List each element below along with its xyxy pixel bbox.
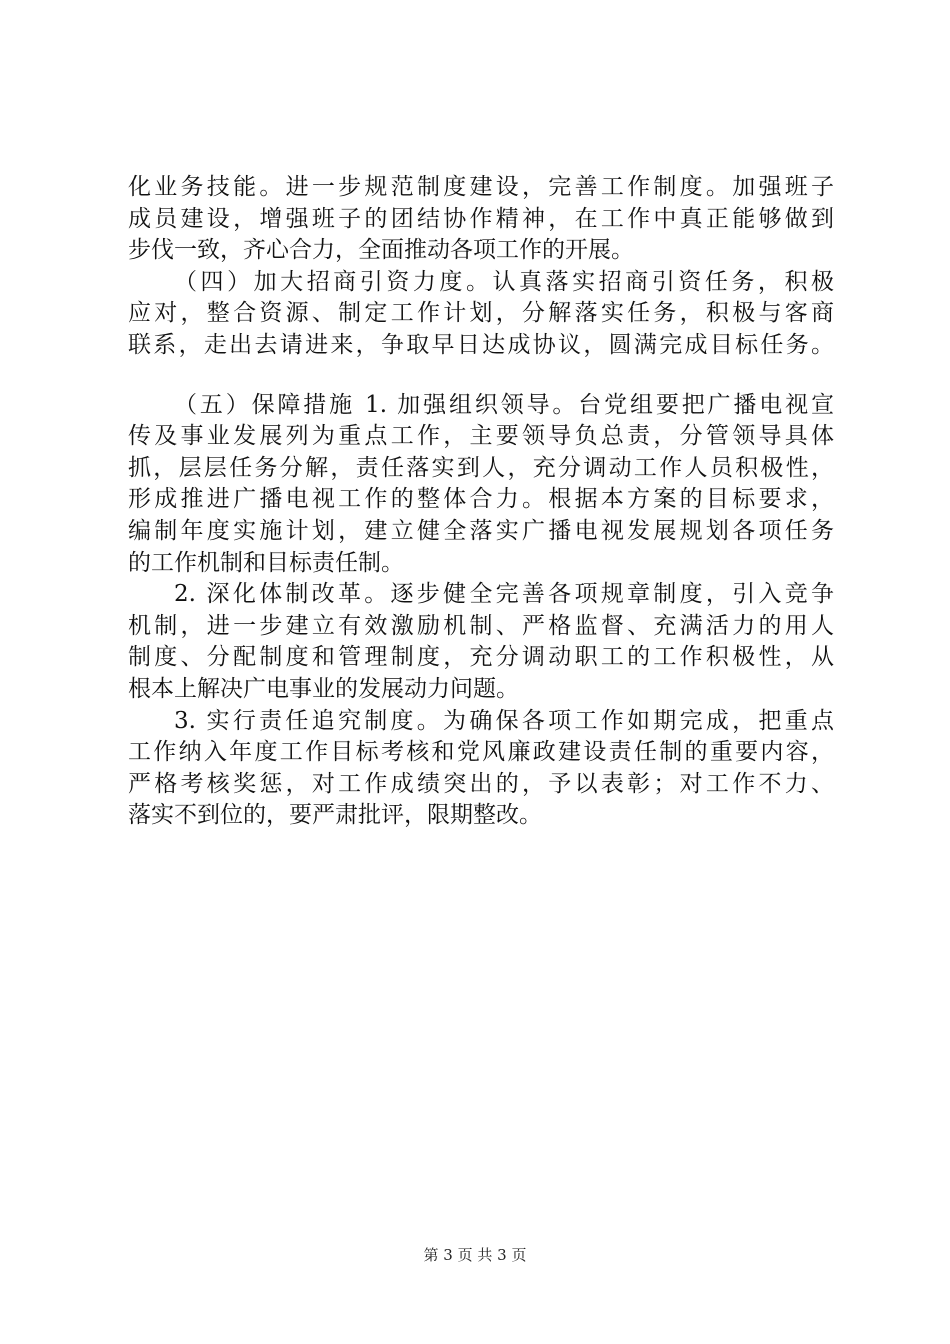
text-line: 应对，整合资源、制定工作计划，分解落实任务，积极与客商 xyxy=(128,300,834,327)
text-line: 机制，进一步建立有效激励机制、严格监督、充满活力的用人 xyxy=(128,612,834,639)
text-line: 步伐一致，齐心合力，全面推动各项工作的开展。 xyxy=(128,237,634,264)
text-line: 联系，走出去请进来，争取早日达成协议，圆满完成目标任务。 xyxy=(128,331,834,358)
text-line: 工作纳入年度工作目标考核和党风廉政建设责任制的重要内容， xyxy=(128,739,834,766)
paragraph-4 xyxy=(128,579,834,705)
text-line: 传及事业发展列为重点工作，主要领导负总责，分管领导具体 xyxy=(128,423,834,450)
text-line: （五）保障措施 1. 加强组织领导。台党组要把广播电视宣 xyxy=(174,391,834,418)
text-line: 形成推进广播电视工作的整体合力。根据本方案的目标要求， xyxy=(128,486,834,513)
text-line: 严格考核奖惩，对工作成绩突出的，予以表彰；对工作不力、 xyxy=(128,770,834,797)
page-footer xyxy=(0,1244,950,1266)
text-line: 化业务技能。进一步规范制度建设，完善工作制度。加强班子 xyxy=(128,174,834,200)
paragraph-1 xyxy=(128,172,834,267)
document-body xyxy=(128,172,834,832)
paragraph-5 xyxy=(128,706,834,832)
text-line: （四）加大招商引资力度。认真落实招商引资任务，积极 xyxy=(174,268,834,295)
paragraph-spacer xyxy=(128,362,834,390)
text-line: 的工作机制和目标责任制。 xyxy=(128,549,404,576)
paragraph-3 xyxy=(128,390,834,580)
text-line: 抓，层层任务分解，责任落实到人，充分调动工作人员积极性， xyxy=(128,454,834,481)
text-line: 落实不到位的，要严肃批评，限期整改。 xyxy=(128,802,542,829)
page-number-label: 第 3 页 共 3 页 xyxy=(423,1246,527,1264)
text-line: 根本上解决广电事业的发展动力问题。 xyxy=(128,675,519,702)
text-line: 编制年度实施计划，建立健全落实广播电视发展规划各项任务 xyxy=(128,517,834,544)
text-line: 2. 深化体制改革。逐步健全完善各项规章制度，引入竞争 xyxy=(174,581,834,608)
text-line: 3. 实行责任追究制度。为确保各项工作如期完成，把重点 xyxy=(174,707,834,734)
text-line: 成员建设，增强班子的团结协作精神，在工作中真正能够做到 xyxy=(128,205,834,232)
text-line: 制度、分配制度和管理制度，充分调动职工的工作积极性，从 xyxy=(128,644,834,671)
paragraph-2 xyxy=(128,267,834,362)
